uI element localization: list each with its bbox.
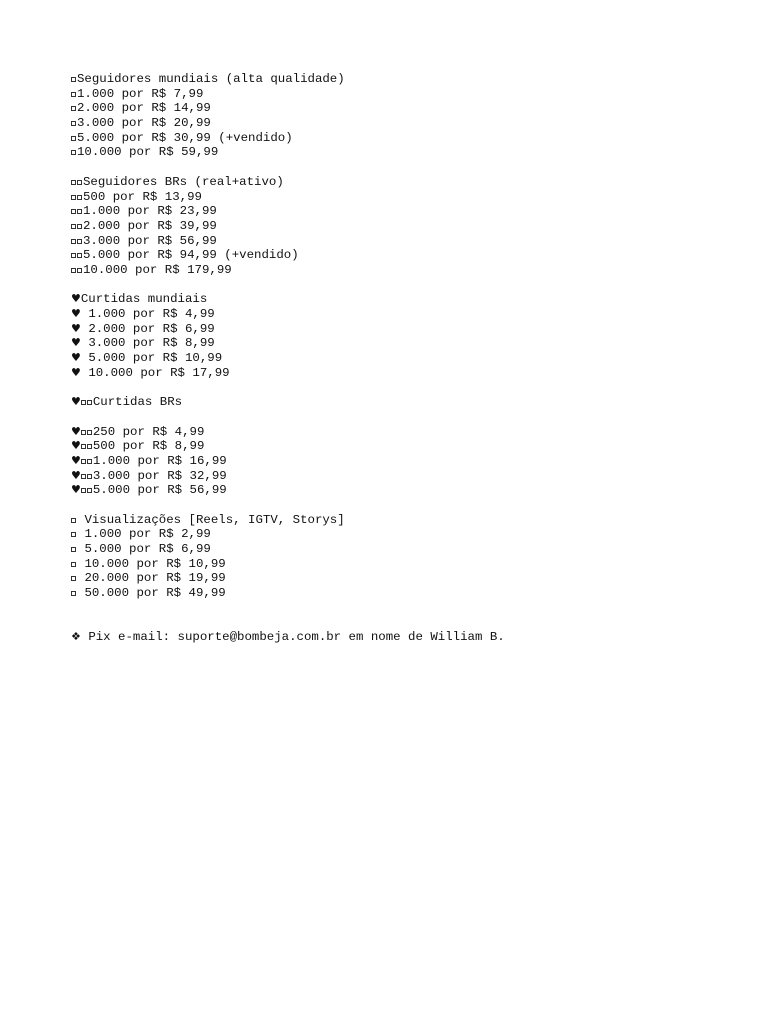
heart-icon: ♥	[71, 351, 81, 365]
square-icon	[87, 430, 92, 435]
section-title-seguidores-brs: Seguidores BRs (real+ativo)	[71, 175, 751, 190]
heart-icon: ♥	[71, 307, 81, 320]
list-item: ♥ 250 por R$ 4,99	[71, 424, 205, 439]
section-title-curtidas-brs: ♥ Curtidas BRs	[71, 395, 183, 410]
square-icon	[77, 195, 82, 200]
square-icon	[71, 532, 76, 537]
square-icon	[71, 77, 76, 82]
list-item: ♥ 1.000 por R$ 4,99	[71, 307, 215, 321]
square-icon	[81, 488, 86, 493]
square-icon	[81, 444, 86, 449]
section-title-seguidores-mundiais: Seguidores mundiais (alta qualidade)	[71, 72, 751, 87]
list-item: 2.000 por R$ 14,99	[71, 101, 751, 116]
list-item: ♥ 3.000 por R$ 32,99	[71, 468, 227, 483]
square-icon	[77, 209, 82, 214]
square-icon	[71, 562, 76, 567]
list-item: 10.000 por R$ 179,99	[71, 263, 751, 278]
pix-footer: ❖ Pix e-mail: suporte@bombeja.com.br em nome de William B.	[71, 630, 505, 645]
square-icon	[87, 459, 92, 464]
square-icon	[81, 474, 86, 479]
diamond-icon: ❖	[71, 630, 81, 644]
list-item: ♥ 1.000 por R$ 16,99	[71, 453, 227, 468]
square-icon	[87, 444, 92, 449]
list-item: 2.000 por R$ 39,99	[71, 219, 751, 234]
heart-icon: ♥	[71, 395, 81, 409]
list-item: ♥ 5.000 por R$ 10,99	[71, 351, 223, 366]
heart-icon: ♥	[71, 468, 81, 482]
heart-icon: ♥	[71, 292, 81, 306]
heart-icon: ♥	[71, 424, 81, 438]
square-icon	[77, 224, 82, 229]
heart-icon: ♥	[71, 321, 81, 335]
list-item: 5.000 por R$ 94,99 (+vendido)	[71, 248, 751, 263]
square-icon	[71, 268, 76, 273]
list-item: 10.000 por R$ 10,99	[71, 557, 751, 572]
list-item: 3.000 por R$ 56,99	[71, 234, 751, 249]
list-item: 1.000 por R$ 2,99	[71, 527, 751, 542]
list-item: 20.000 por R$ 19,99	[71, 571, 751, 586]
list-item: 1.000 por R$ 23,99	[71, 204, 751, 219]
square-icon	[87, 400, 92, 405]
list-item: 50.000 por R$ 49,99	[71, 586, 751, 601]
square-icon	[71, 209, 76, 214]
list-item: 5.000 por R$ 6,99	[71, 542, 751, 557]
square-icon	[81, 459, 86, 464]
square-icon	[71, 591, 76, 596]
square-icon	[81, 400, 86, 405]
section-title-curtidas-mundiais: ♥Curtidas mundiais	[71, 292, 208, 307]
heart-icon: ♥	[71, 483, 81, 497]
square-icon	[81, 430, 86, 435]
square-icon	[71, 547, 76, 552]
square-icon	[77, 253, 82, 258]
list-item: ♥ 2.000 por R$ 6,99	[71, 321, 215, 336]
list-item: 5.000 por R$ 30,99 (+vendido)	[71, 131, 751, 146]
square-icon	[71, 576, 76, 581]
square-icon	[77, 268, 82, 273]
square-icon	[77, 180, 82, 185]
list-item: ♥ 10.000 por R$ 17,99	[71, 365, 230, 380]
square-icon	[87, 488, 92, 493]
square-icon	[71, 253, 76, 258]
square-icon	[71, 106, 76, 111]
square-icon	[71, 518, 76, 523]
list-item: 1.000 por R$ 7,99	[71, 87, 751, 102]
list-item: ♥ 500 por R$ 8,99	[71, 439, 205, 454]
square-icon	[71, 180, 76, 185]
document-page	[71, 72, 751, 645]
list-item: 3.000 por R$ 20,99	[71, 116, 751, 131]
list-item: 500 por R$ 13,99	[71, 190, 751, 205]
heart-icon: ♥	[71, 336, 81, 350]
square-icon	[71, 121, 76, 126]
heart-icon: ♥	[71, 439, 81, 453]
square-icon	[71, 92, 76, 97]
heart-icon: ♥	[71, 365, 81, 379]
square-icon	[71, 239, 76, 244]
square-icon	[71, 136, 76, 141]
list-item: 10.000 por R$ 59,99	[71, 145, 751, 160]
heart-icon: ♥	[71, 453, 81, 467]
list-item: ♥ 5.000 por R$ 56,99	[71, 483, 227, 498]
square-icon	[87, 474, 92, 479]
square-icon	[77, 239, 82, 244]
list-item: ♥ 3.000 por R$ 8,99	[71, 336, 215, 351]
square-icon	[71, 150, 76, 155]
square-icon	[71, 195, 76, 200]
section-title-visualizacoes: Visualizações [Reels, IGTV, Storys]	[71, 513, 751, 528]
square-icon	[71, 224, 76, 229]
